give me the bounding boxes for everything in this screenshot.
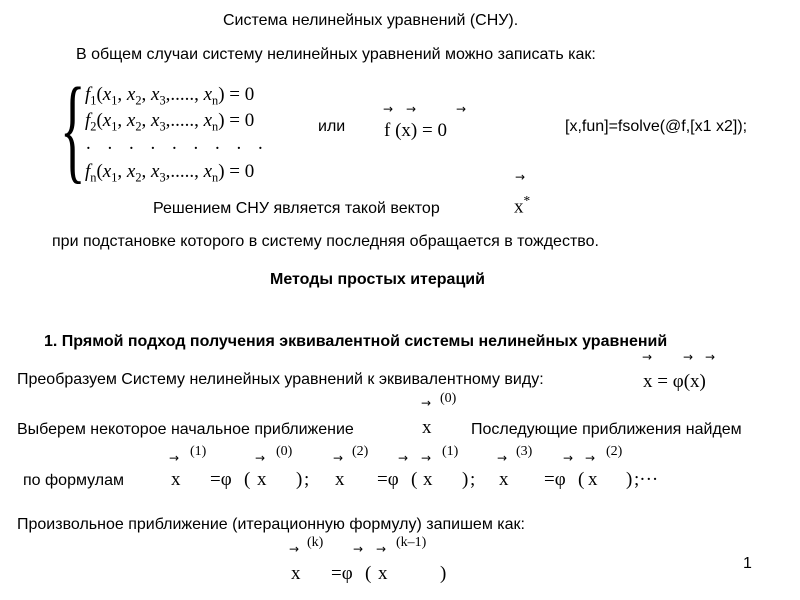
general-sup-km1: (k–1) <box>396 535 427 550</box>
arrow-icon: → <box>421 396 432 410</box>
fsolve-command: [x,fun]=fsolve(@f,[x1 x2]); <box>565 118 748 135</box>
left-brace: { <box>60 63 86 194</box>
iter-sup-2: (2) <box>352 444 369 459</box>
equivalent-form: x = φ(x) <box>643 371 706 392</box>
arrow-icon: → <box>376 542 387 556</box>
iter-x-1: x <box>171 469 181 490</box>
initial-vector: x <box>422 417 432 438</box>
iter-x-2b: x <box>588 469 598 490</box>
arrow-icon: → <box>497 451 508 465</box>
arrow-icon: → <box>289 542 300 556</box>
equation-fn: $f_n(x_1$, $x_2$, $x_3$,....., $x_n) = 0$ <box>85 161 255 185</box>
arrow-icon: → <box>585 451 596 465</box>
transform-text: Преобразуем Систему нелинейных уравнений к эквивалентному виду: <box>17 371 544 388</box>
arrow-icon: → <box>515 170 526 184</box>
slide-title: Система нелинейных уравнений (СНУ). <box>223 12 519 29</box>
iter-close-2: ) <box>462 469 469 490</box>
general-eq: =φ <box>331 563 353 584</box>
arrow-icon: → <box>683 350 694 364</box>
iter-x-3: x <box>499 469 509 490</box>
iter-sup-2b: (2) <box>606 444 623 459</box>
arrow-icon: → <box>456 102 467 116</box>
iter-open-2: ( <box>411 469 418 490</box>
intro-text: В общем случаи систему нелинейных уравнений можно записать как: <box>76 46 596 63</box>
arrow-icon: → <box>255 451 266 465</box>
iter-x-1b: x <box>423 469 433 490</box>
arrow-icon: → <box>169 451 180 465</box>
or-text: или <box>318 118 346 135</box>
iter-trailing: ;··· <box>634 469 659 490</box>
equation-f1: $f_1(x_1$, $x_2$, $x_3$,....., $x_n) = 0$ <box>85 84 255 108</box>
arrow-icon: → <box>642 350 653 364</box>
initial-superscript: (0) <box>440 391 457 406</box>
general-close: ) <box>440 563 447 584</box>
iter-x-2: x <box>335 469 345 490</box>
iter-sep-1: ; <box>304 469 310 490</box>
arrow-icon: → <box>406 102 417 116</box>
substitution-text: при подстановке которого в систему последняя обращается в тождество. <box>52 233 599 250</box>
solution-text: Решением СНУ является такой вектор <box>153 200 440 217</box>
by-formulas-text: по формулам <box>23 472 125 489</box>
iter-eq-2: =φ <box>377 469 399 490</box>
iter-close-3: ) <box>626 469 633 490</box>
iter-x-0: x <box>257 469 267 490</box>
iter-eq-3: =φ <box>544 469 566 490</box>
page-number: 1 <box>743 555 752 572</box>
next-approx-text: Последующие приближения найдем <box>471 421 742 438</box>
arrow-icon: → <box>705 350 716 364</box>
equation-dots: . . . . . . . . . <box>86 133 269 154</box>
iter-close-1: ) <box>296 469 303 490</box>
section1-heading: 1. Прямой подход получения эквивалентной системы нелинейных уравнений <box>44 333 668 350</box>
arrow-icon: → <box>398 451 409 465</box>
iter-sup-1b: (1) <box>442 444 459 459</box>
arrow-icon: → <box>333 451 344 465</box>
general-sup-k: (k) <box>307 535 324 550</box>
iter-sup-1: (1) <box>190 444 207 459</box>
iter-sup-3: (3) <box>516 444 533 459</box>
arrow-icon: → <box>383 102 394 116</box>
iter-sup-0: (0) <box>276 444 293 459</box>
solution-vector: x* <box>514 193 531 218</box>
iter-eq-1: =φ <box>210 469 232 490</box>
methods-heading: Методы простых итераций <box>270 271 485 288</box>
choose-initial-text: Выберем некоторое начальное приближение <box>17 421 354 438</box>
arrow-icon: → <box>563 451 574 465</box>
iter-sep-2: ; <box>470 469 476 490</box>
arrow-icon: → <box>353 542 364 556</box>
equation-f2: $f_2(x_1$, $x_2$, $x_3$,....., $x_n) = 0$ <box>85 110 255 134</box>
general-open: ( <box>365 563 372 584</box>
general-x-k: x <box>291 563 301 584</box>
vector-equation: f (x) = 0 <box>384 120 447 141</box>
arbitrary-text: Произвольное приближение (итерационную формулу) запишем как: <box>17 516 525 533</box>
arrow-icon: → <box>421 451 432 465</box>
iter-open-1: ( <box>244 469 251 490</box>
iter-open-3: ( <box>578 469 585 490</box>
general-x-km1: x <box>378 563 388 584</box>
